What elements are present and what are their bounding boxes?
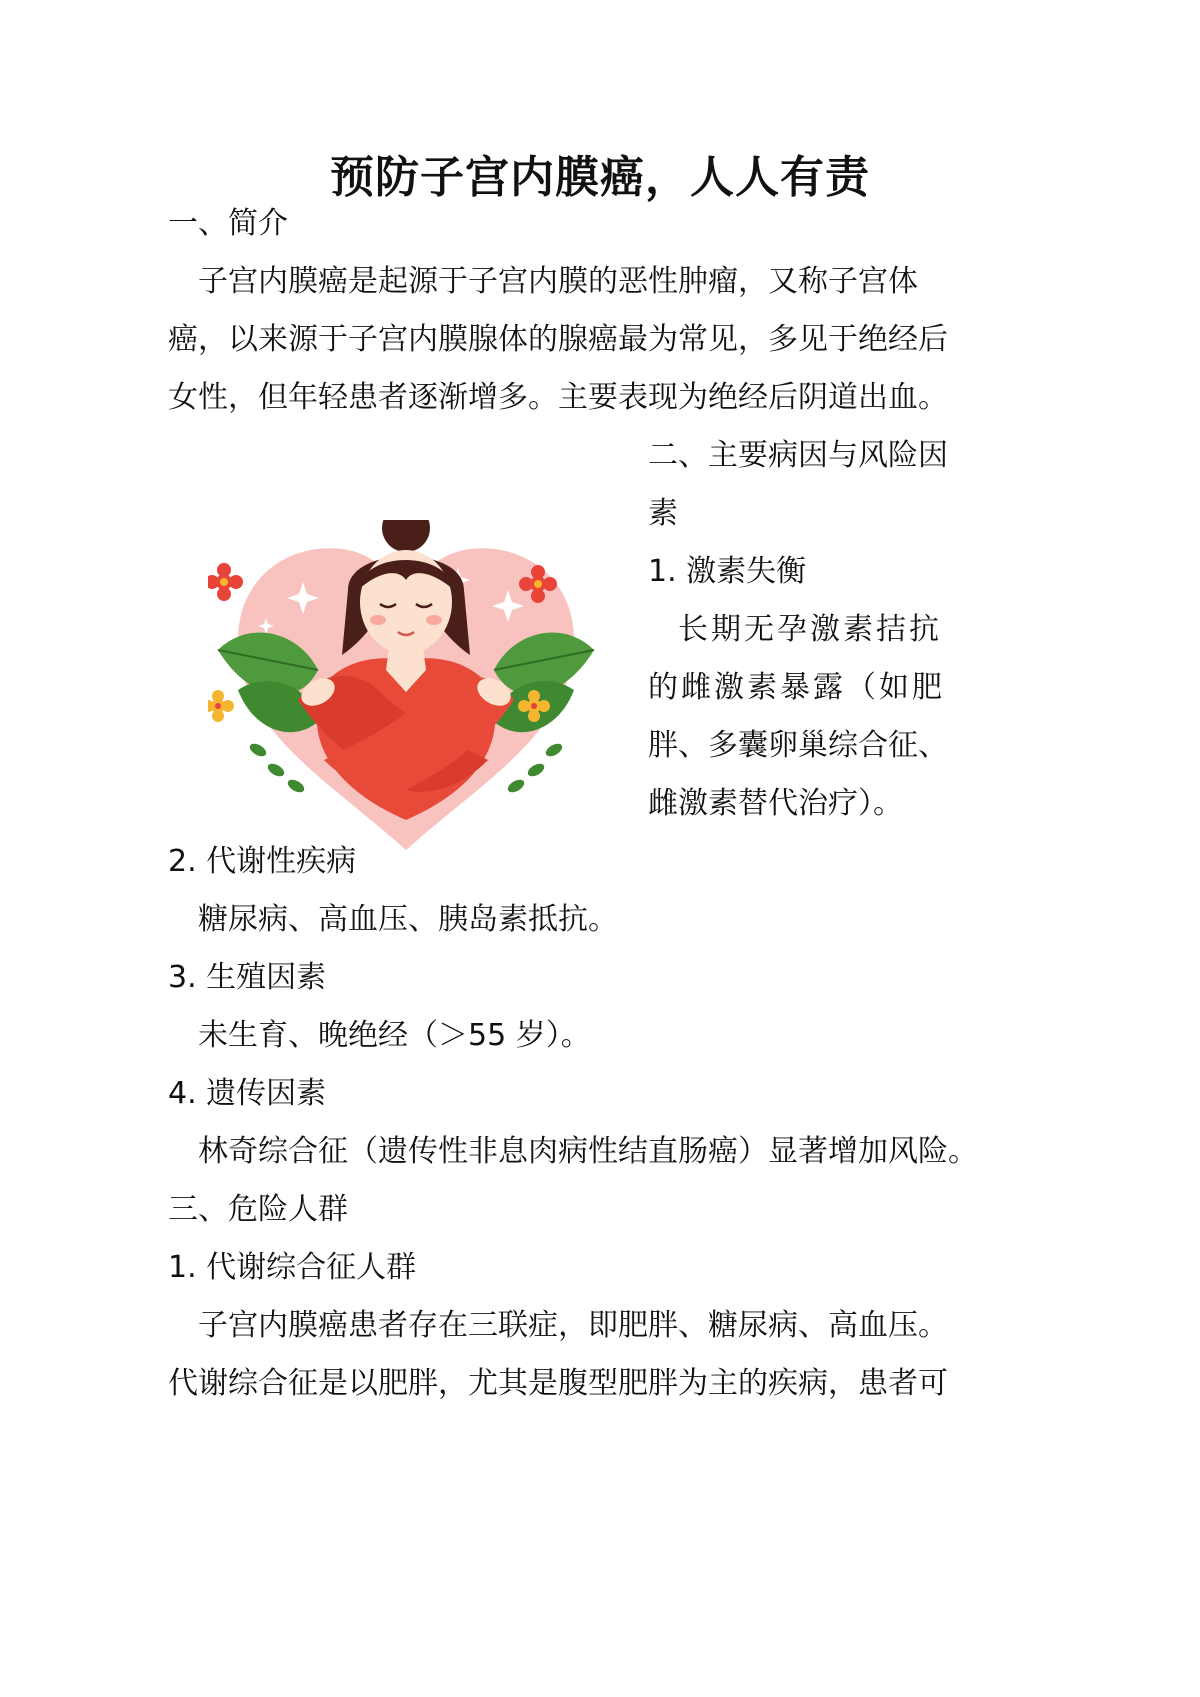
cause-item-text: 糖尿病、高血压、胰岛素抵抗。	[198, 902, 618, 937]
cause-item-title: 3. 生殖因素	[168, 960, 327, 995]
intro-paragraph-line: 癌，以来源于子宫内膜腺体的腺癌最为常见，多见于绝经后	[168, 322, 948, 357]
page-title: 预防子宫内膜癌，人人有责	[330, 152, 870, 203]
cause-item-text-line: 的雌激素暴露（如肥	[648, 670, 945, 705]
cause-item-title: 2. 代谢性疾病	[168, 844, 357, 879]
risk-item-text-line: 子宫内膜癌患者存在三联症，即肥胖、糖尿病、高血压。	[198, 1308, 948, 1343]
cause-item-text: 未生育、晚绝经（＞55 岁）。	[198, 1018, 591, 1053]
cause-item-text-line: 长期无孕激素拮抗	[678, 612, 942, 647]
risk-item-title: 1. 代谢综合征人群	[168, 1250, 417, 1285]
cause-item-title: 1. 激素失衡	[648, 554, 807, 589]
cause-item-title: 4. 遗传因素	[168, 1076, 327, 1111]
intro-paragraph-line: 子宫内膜癌是起源于子宫内膜的恶性肿瘤，又称子宫体	[198, 264, 918, 299]
risk-item-text-line: 代谢综合征是以肥胖，尤其是腹型肥胖为主的疾病，患者可	[168, 1366, 948, 1401]
intro-paragraph-line: 女性，但年轻患者逐渐增多。主要表现为绝经后阴道出血。	[168, 380, 948, 415]
section-heading-causes-cont: 素	[648, 496, 678, 531]
section-heading-causes: 二、主要病因与风险因	[648, 438, 948, 473]
section-heading-risk-groups: 三、危险人群	[168, 1192, 348, 1227]
cause-item-text: 林奇综合征（遗传性非息肉病性结直肠癌）显著增加风险。	[198, 1134, 978, 1169]
cause-item-text-line: 胖、多囊卵巢综合征、	[648, 728, 948, 763]
woman-hugging-self-heart-icon	[208, 520, 604, 880]
cause-item-text-line: 雌激素替代治疗）。	[648, 786, 903, 821]
section-heading-intro: 一、简介	[168, 206, 288, 241]
